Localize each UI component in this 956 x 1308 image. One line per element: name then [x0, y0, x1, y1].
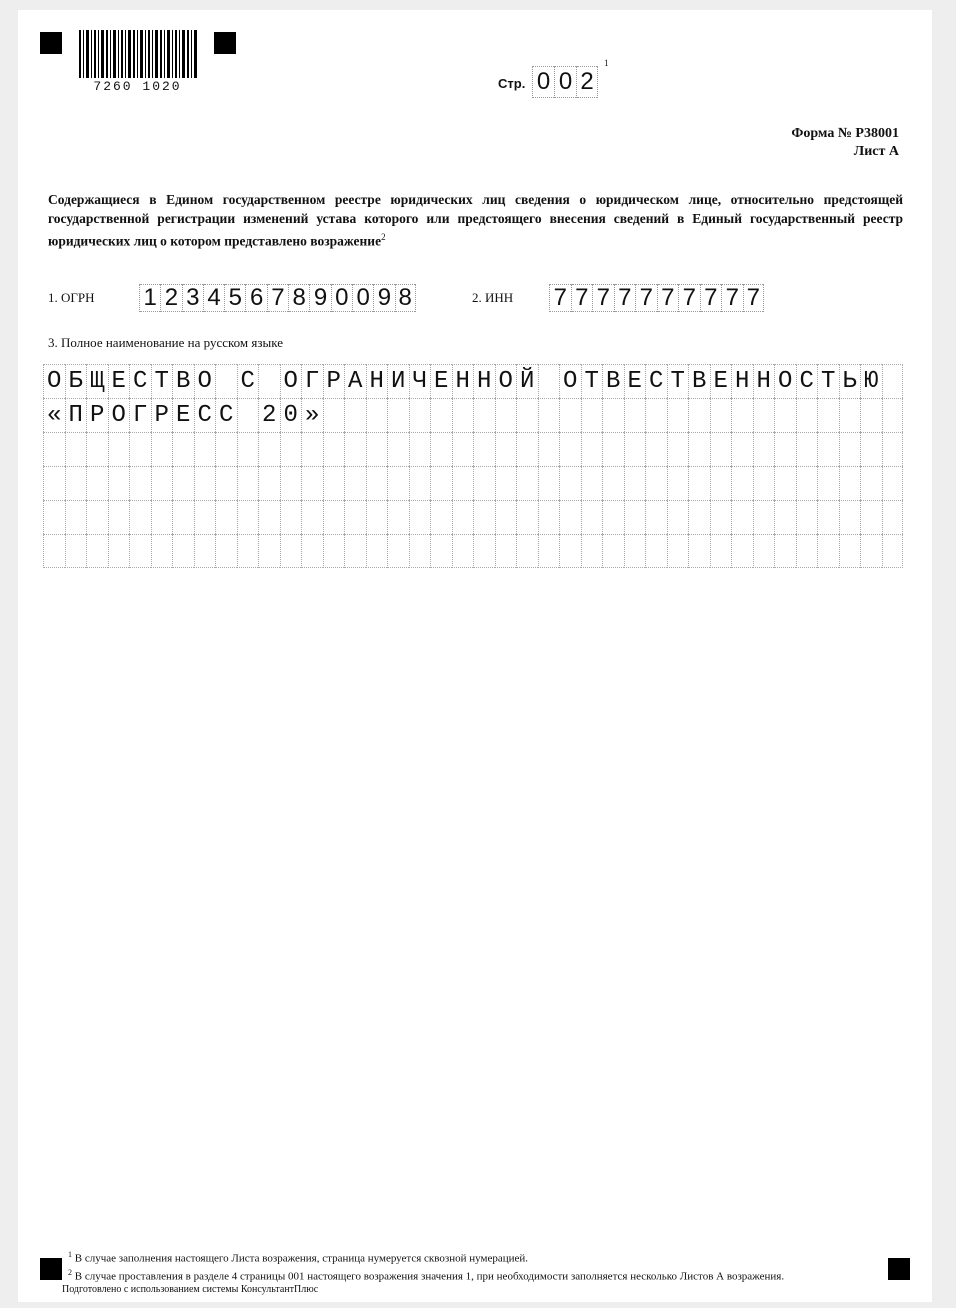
name-cell — [452, 500, 474, 534]
name-cell — [344, 466, 366, 500]
name-cell: Т — [667, 364, 689, 398]
name-cell — [624, 500, 646, 534]
name-cell: Щ — [86, 364, 108, 398]
name-cell — [602, 466, 624, 500]
name-cell — [645, 466, 667, 500]
name-cell — [624, 398, 646, 432]
name-cell — [495, 466, 517, 500]
name-cell — [344, 398, 366, 432]
name-cell — [473, 500, 495, 534]
name-cell — [344, 432, 366, 466]
intro-paragraph — [48, 190, 903, 251]
footnote-2 — [68, 1266, 888, 1284]
name-cell — [194, 432, 216, 466]
ogrn-digit-cell: 3 — [182, 284, 203, 312]
footnote-1-text: В случае заполнения настоящего Листа возражения, страница нумеруется сквозной нумерацией. — [74, 1252, 529, 1265]
name-cell — [387, 398, 409, 432]
name-cell — [882, 398, 904, 432]
full-name-input[interactable] — [43, 364, 903, 568]
ogrn-digit-cell: 4 — [203, 284, 224, 312]
name-cell — [710, 398, 732, 432]
name-cell — [796, 398, 818, 432]
name-cell — [817, 534, 839, 568]
name-cell — [581, 500, 603, 534]
name-cell: Р — [86, 398, 108, 432]
intro-footnote-mark: 2 — [381, 232, 386, 242]
inn-label: 2. ИНН — [472, 290, 514, 305]
page-number-cells — [532, 66, 598, 98]
name-cell — [65, 500, 87, 534]
name-cell: « — [43, 398, 65, 432]
name-cell — [882, 500, 904, 534]
name-cell — [667, 398, 689, 432]
ogrn-digit-cell: 2 — [160, 284, 181, 312]
name-cell: С — [215, 398, 237, 432]
ogrn-digit-cell: 0 — [352, 284, 373, 312]
name-cell — [839, 398, 861, 432]
name-cell — [774, 466, 796, 500]
name-cell — [258, 500, 280, 534]
name-cell: Г — [301, 364, 323, 398]
name-cell — [129, 432, 151, 466]
name-cell — [860, 534, 882, 568]
name-cell — [624, 534, 646, 568]
page-label: Стр. — [498, 76, 526, 91]
inn-digit-cell: 7 — [635, 284, 657, 312]
name-cell: Ь — [839, 364, 861, 398]
name-cell — [43, 432, 65, 466]
name-cell: Й — [516, 364, 538, 398]
name-cell — [215, 432, 237, 466]
footnote-2-mark: 2 — [68, 1267, 72, 1277]
name-cell — [387, 500, 409, 534]
barcode-number: 7260 1020 — [93, 79, 182, 94]
name-cell: С — [194, 398, 216, 432]
name-cell: Е — [172, 398, 194, 432]
name-cell — [667, 466, 689, 500]
name-cell — [344, 534, 366, 568]
name-cell: О — [194, 364, 216, 398]
name-cell — [559, 398, 581, 432]
name-cell — [430, 534, 452, 568]
page-footnote-mark: 1 — [604, 58, 609, 68]
name-cell — [280, 432, 302, 466]
name-cell — [495, 534, 517, 568]
name-cell — [301, 466, 323, 500]
name-cell — [538, 364, 560, 398]
name-cell — [774, 398, 796, 432]
name-cell — [538, 432, 560, 466]
name-cell: В — [602, 364, 624, 398]
name-cell: О — [280, 364, 302, 398]
inn-digit-cell: 7 — [549, 284, 571, 312]
name-cell — [237, 500, 259, 534]
name-cell — [108, 466, 130, 500]
name-cell — [667, 500, 689, 534]
name-cell — [710, 534, 732, 568]
name-cell — [86, 466, 108, 500]
name-cell — [688, 534, 710, 568]
name-cell — [516, 500, 538, 534]
name-cell — [301, 432, 323, 466]
name-cell — [538, 534, 560, 568]
name-cell — [215, 466, 237, 500]
name-cell: Е — [624, 364, 646, 398]
inn-digit-cell: 7 — [678, 284, 700, 312]
name-cell — [731, 432, 753, 466]
name-cell — [538, 466, 560, 500]
page-digit-cell: 0 — [532, 66, 554, 98]
name-cell — [495, 398, 517, 432]
name-cell — [151, 500, 173, 534]
name-cell — [817, 466, 839, 500]
ogrn-digit-cell: 5 — [224, 284, 245, 312]
name-cell — [172, 432, 194, 466]
name-cell — [172, 534, 194, 568]
name-cell — [194, 500, 216, 534]
name-cell — [323, 466, 345, 500]
inn-digit-cell: 7 — [571, 284, 593, 312]
name-cell: Ч — [409, 364, 431, 398]
name-cell — [667, 432, 689, 466]
footnotes — [68, 1248, 888, 1283]
name-cell — [559, 500, 581, 534]
name-cell — [172, 466, 194, 500]
name-cell: Н — [473, 364, 495, 398]
inn-digit-cell: 7 — [700, 284, 722, 312]
name-cell — [817, 432, 839, 466]
name-cell: Т — [817, 364, 839, 398]
name-cell — [667, 534, 689, 568]
name-cell — [430, 398, 452, 432]
name-cell — [430, 466, 452, 500]
name-cell — [516, 466, 538, 500]
name-cell — [645, 398, 667, 432]
name-cell: Н — [366, 364, 388, 398]
name-cell — [796, 432, 818, 466]
inn-digit-cell: 7 — [721, 284, 743, 312]
name-cell: Г — [129, 398, 151, 432]
name-cell — [301, 534, 323, 568]
name-cell — [473, 432, 495, 466]
name-cell — [409, 500, 431, 534]
name-cell — [430, 432, 452, 466]
name-cell — [538, 500, 560, 534]
inn-input[interactable] — [549, 284, 764, 312]
page-digit-cell: 2 — [576, 66, 598, 98]
name-cell: О — [774, 364, 796, 398]
name-cell — [860, 432, 882, 466]
corner-marker-bottom-right — [888, 1258, 910, 1280]
name-cell — [516, 432, 538, 466]
name-cell — [452, 432, 474, 466]
corner-marker-top-right — [214, 32, 236, 54]
name-cell: 2 — [258, 398, 280, 432]
name-cell — [559, 432, 581, 466]
ogrn-digit-cell: 1 — [139, 284, 160, 312]
ogrn-digit-cell: 9 — [373, 284, 394, 312]
name-cell — [581, 534, 603, 568]
name-cell — [882, 466, 904, 500]
name-cell — [796, 534, 818, 568]
name-cell — [387, 432, 409, 466]
ogrn-digit-cell: 8 — [288, 284, 309, 312]
ogrn-digit-cell: 9 — [309, 284, 330, 312]
name-cell — [839, 466, 861, 500]
corner-marker-bottom-left — [40, 1258, 62, 1280]
name-cell: Е — [108, 364, 130, 398]
name-cell: Е — [430, 364, 452, 398]
name-cell — [860, 466, 882, 500]
name-cell — [258, 534, 280, 568]
name-cell — [710, 466, 732, 500]
inn-digit-cell: 7 — [743, 284, 765, 312]
name-cell — [624, 466, 646, 500]
name-cell — [602, 534, 624, 568]
name-cell — [731, 466, 753, 500]
name-cell — [731, 500, 753, 534]
sheet-label: Лист А — [853, 144, 899, 159]
name-cell — [366, 432, 388, 466]
ogrn-digit-cell: 6 — [245, 284, 266, 312]
name-cell — [344, 500, 366, 534]
name-cell — [516, 534, 538, 568]
name-cell — [129, 534, 151, 568]
name-cell — [452, 466, 474, 500]
name-cell — [602, 432, 624, 466]
name-cell — [301, 500, 323, 534]
name-cell — [237, 534, 259, 568]
name-cell — [194, 466, 216, 500]
name-cell — [258, 466, 280, 500]
name-cell: С — [237, 364, 259, 398]
name-cell: А — [344, 364, 366, 398]
form-number: Форма № Р38001 — [791, 126, 899, 141]
name-cell — [323, 534, 345, 568]
ogrn-digit-cell: 7 — [267, 284, 288, 312]
name-cell — [129, 466, 151, 500]
name-cell — [280, 500, 302, 534]
name-cell — [43, 466, 65, 500]
name-cell — [430, 500, 452, 534]
name-cell — [215, 364, 237, 398]
name-cell — [194, 534, 216, 568]
name-cell — [710, 432, 732, 466]
name-cell — [581, 432, 603, 466]
name-cell — [538, 398, 560, 432]
name-cell — [860, 500, 882, 534]
name-cell — [753, 398, 775, 432]
name-cell: С — [129, 364, 151, 398]
ogrn-digit-cell: 0 — [331, 284, 352, 312]
form-number-block — [791, 125, 899, 161]
barcode — [79, 30, 197, 78]
name-cell — [43, 534, 65, 568]
name-cell: О — [559, 364, 581, 398]
name-cell — [323, 500, 345, 534]
ogrn-input[interactable] — [139, 284, 416, 312]
name-cell — [624, 432, 646, 466]
name-cell — [473, 534, 495, 568]
name-cell — [129, 500, 151, 534]
name-cell — [86, 500, 108, 534]
name-cell — [258, 432, 280, 466]
name-cell: Р — [323, 364, 345, 398]
name-cell — [215, 534, 237, 568]
name-cell — [602, 398, 624, 432]
name-cell — [452, 398, 474, 432]
name-cell: Н — [753, 364, 775, 398]
name-cell — [796, 466, 818, 500]
name-cell — [817, 398, 839, 432]
name-cell — [774, 432, 796, 466]
name-cell: Н — [731, 364, 753, 398]
name-cell: Т — [151, 364, 173, 398]
name-cell — [43, 500, 65, 534]
name-cell — [796, 500, 818, 534]
name-cell — [323, 432, 345, 466]
name-cell: В — [688, 364, 710, 398]
name-cell — [366, 398, 388, 432]
name-cell: В — [172, 364, 194, 398]
name-cell — [65, 432, 87, 466]
name-cell: Е — [710, 364, 732, 398]
name-cell — [323, 398, 345, 432]
name-cell — [753, 466, 775, 500]
name-cell — [645, 534, 667, 568]
name-cell — [753, 534, 775, 568]
name-cell — [409, 466, 431, 500]
name-cell — [237, 432, 259, 466]
name-cell — [65, 466, 87, 500]
name-cell — [860, 398, 882, 432]
name-cell — [516, 398, 538, 432]
name-cell — [65, 534, 87, 568]
name-cell — [495, 432, 517, 466]
name-cell — [409, 432, 431, 466]
name-cell — [645, 500, 667, 534]
ogrn-digit-cell: 8 — [395, 284, 416, 312]
name-cell — [688, 432, 710, 466]
name-cell — [473, 466, 495, 500]
name-cell — [882, 534, 904, 568]
prepared-by: Подготовлено с использованием системы КонсультантПлюс — [62, 1284, 319, 1295]
name-cell — [258, 364, 280, 398]
corner-marker-top-left — [40, 32, 62, 54]
name-cell — [839, 534, 861, 568]
name-cell — [817, 500, 839, 534]
footnote-1-mark: 1 — [68, 1250, 72, 1259]
name-cell — [731, 534, 753, 568]
name-cell: Т — [581, 364, 603, 398]
name-cell — [86, 432, 108, 466]
name-cell — [409, 534, 431, 568]
name-cell — [215, 500, 237, 534]
name-cell — [237, 466, 259, 500]
name-cell — [280, 466, 302, 500]
name-cell: О — [108, 398, 130, 432]
inn-digit-cell: 7 — [592, 284, 614, 312]
name-cell: Н — [452, 364, 474, 398]
name-cell — [108, 500, 130, 534]
name-cell: 0 — [280, 398, 302, 432]
name-cell — [645, 432, 667, 466]
footnote-2-text: В случае проставления в разделе 4 страницы 001 настоящего возражения значения 1, при необходимости заполняется несколько Листов А возражения. — [74, 1270, 785, 1283]
name-cell — [452, 534, 474, 568]
page-digit-cell: 0 — [554, 66, 576, 98]
name-cell — [108, 534, 130, 568]
name-cell — [731, 398, 753, 432]
footnote-1 — [68, 1248, 888, 1266]
name-cell: С — [645, 364, 667, 398]
name-cell — [473, 398, 495, 432]
full-name-label: 3. Полное наименование на русском языке — [48, 335, 283, 350]
name-cell — [581, 398, 603, 432]
name-cell — [774, 500, 796, 534]
inn-digit-cell: 7 — [657, 284, 679, 312]
name-cell — [108, 432, 130, 466]
name-cell — [559, 534, 581, 568]
name-cell — [495, 500, 517, 534]
name-cell — [366, 500, 388, 534]
name-cell — [839, 500, 861, 534]
name-cell — [882, 364, 904, 398]
name-cell — [688, 398, 710, 432]
name-cell — [753, 432, 775, 466]
name-cell — [86, 534, 108, 568]
name-cell — [774, 534, 796, 568]
name-cell — [151, 466, 173, 500]
name-cell — [387, 466, 409, 500]
name-cell — [581, 466, 603, 500]
name-cell: О — [43, 364, 65, 398]
name-cell: » — [301, 398, 323, 432]
name-cell: П — [65, 398, 87, 432]
name-cell — [753, 500, 775, 534]
name-cell: Ю — [860, 364, 882, 398]
ogrn-label: 1. ОГРН — [48, 290, 95, 305]
intro-text: Содержащиеся в Едином государственном реестре юридических лиц сведения о юридическом лице, относительно предстоящей государственной регистрации изменений устава которого или предстоящего внесения сведений в Единый государственный реестр юридических лиц о котором представлено возражение — [48, 192, 903, 249]
name-cell — [237, 398, 259, 432]
name-cell — [409, 398, 431, 432]
name-cell — [882, 432, 904, 466]
name-cell: И — [387, 364, 409, 398]
name-cell: О — [495, 364, 517, 398]
name-cell — [366, 534, 388, 568]
name-cell — [280, 534, 302, 568]
name-cell — [172, 500, 194, 534]
name-cell — [602, 500, 624, 534]
name-cell — [366, 466, 388, 500]
name-cell — [387, 534, 409, 568]
name-cell: С — [796, 364, 818, 398]
name-cell — [688, 466, 710, 500]
name-cell — [151, 432, 173, 466]
name-cell — [688, 500, 710, 534]
name-cell — [839, 432, 861, 466]
name-cell — [710, 500, 732, 534]
name-cell: Б — [65, 364, 87, 398]
name-cell — [151, 534, 173, 568]
name-cell — [559, 466, 581, 500]
name-cell: Р — [151, 398, 173, 432]
inn-digit-cell: 7 — [614, 284, 636, 312]
